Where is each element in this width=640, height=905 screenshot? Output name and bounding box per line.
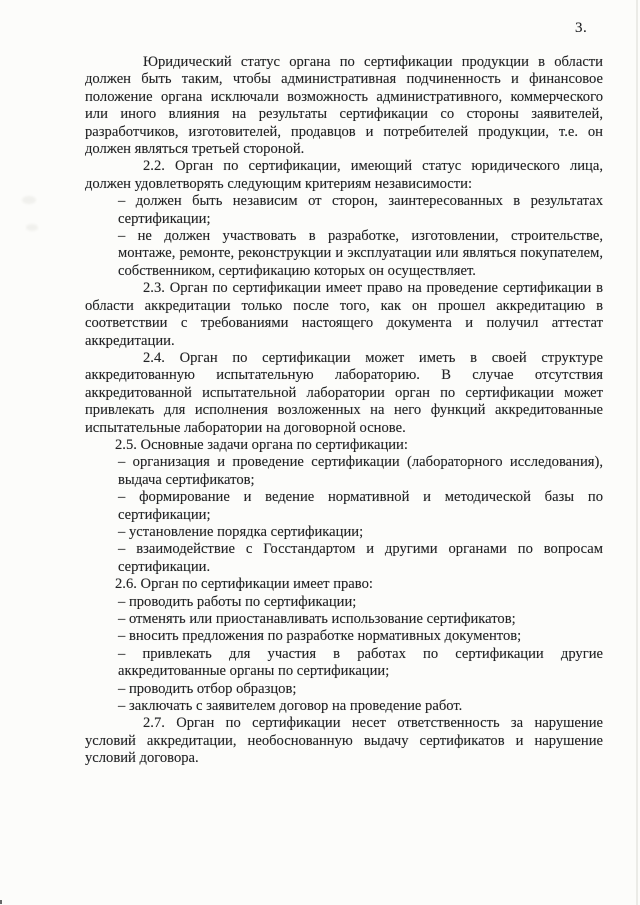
heading-2-6-rights: 2.6. Орган по сертификации имеет право: (115, 576, 373, 593)
list-item-conduct-work: – проводить работы по сертификации; (118, 593, 357, 610)
list-item-sampling: – проводить отбор образцов; (118, 680, 297, 697)
paragraph-legal-status: Юридический статус органа по сертификации продукции в области должен быть таким, чтобы административная подчиненность и финансовое положение органа исключали возможность административного, коммерческого или иного влияния на результаты сертификации со стороны заявителей, разработчиков, изготовителей, продавцов и потребителей продукции, т.е. он должен являться третьей стороной. (85, 54, 603, 158)
list-item-certification-order: – установление порядка сертификации; (118, 523, 364, 540)
paragraph-2-7-responsibility: 2.7. Орган по сертификации несет ответственность за нарушение условий аккредитации, необоснованную выдачу сертификатов и нарушение условий договора. (85, 715, 603, 767)
list-item-propose-documents: – вносить предложения по разработке нормативных документов; (118, 628, 522, 645)
scan-corner-speck (0, 900, 2, 904)
heading-2-5-main-tasks: 2.5. Основные задачи органа по сертификации: (115, 436, 408, 453)
scan-smudge (26, 224, 38, 231)
scan-smudge (22, 196, 36, 204)
list-item-involve-other-bodies: – привлекать для участия в работах по сертификации другие аккредитованные органы по сертификации; (118, 645, 603, 680)
list-item-not-participate: – не должен участвовать в разработке, изготовлении, строительстве, монтаже, ремонте, реконструкции и эксплуатации или являться покупателем, собственником, сертификацию которых он осуществляет. (118, 228, 603, 279)
list-item-organize-certification: – организация и проведение сертификации (лабораторного исследования), выдача сертификатов; (118, 454, 603, 488)
page-number: 3. (575, 20, 588, 36)
paragraph-2-2-independence: 2.2. Орган по сертификации, имеющий статус юридического лица, должен удовлетворять следующим критериям независимости: (85, 158, 603, 192)
list-item-normative-base: – формирование и ведение нормативной и методической базы по сертификации; (118, 489, 603, 523)
list-item-independent-of-parties: – должен быть независим от сторон, заинтересованных в результатах сертификации; (118, 193, 603, 227)
list-item-gosstandart-interaction: – взаимодействие с Госстандартом и другими органами по вопросам сертификации. (118, 541, 603, 575)
list-item-cancel-certificates: – отменять или приостанавливать использование сертификатов; (118, 611, 516, 627)
paragraph-2-3-accreditation-right: 2.3. Орган по сертификации имеет право на проведение сертификации в области аккредитации только после того, как он прошел аккредитацию в соответствии с требованиями настоящего документа и получил аттестат аккредитации. (85, 280, 603, 349)
scan-edge-line (636, 0, 638, 905)
document-body (85, 54, 603, 768)
list-item-applicant-contract: – заключать с заявителем договор на проведение работ. (118, 698, 463, 715)
paragraph-2-4-test-laboratory: 2.4. Орган по сертификации может иметь в своей структуре аккредитованную испытательную лабораторию. В случае отсутствия аккредитованной испытательной лаборатории орган по сертификации может привлекать для исполнения возложенных на него функций аккредитованные испытательные лаборатории на договорной основе. (85, 349, 603, 436)
